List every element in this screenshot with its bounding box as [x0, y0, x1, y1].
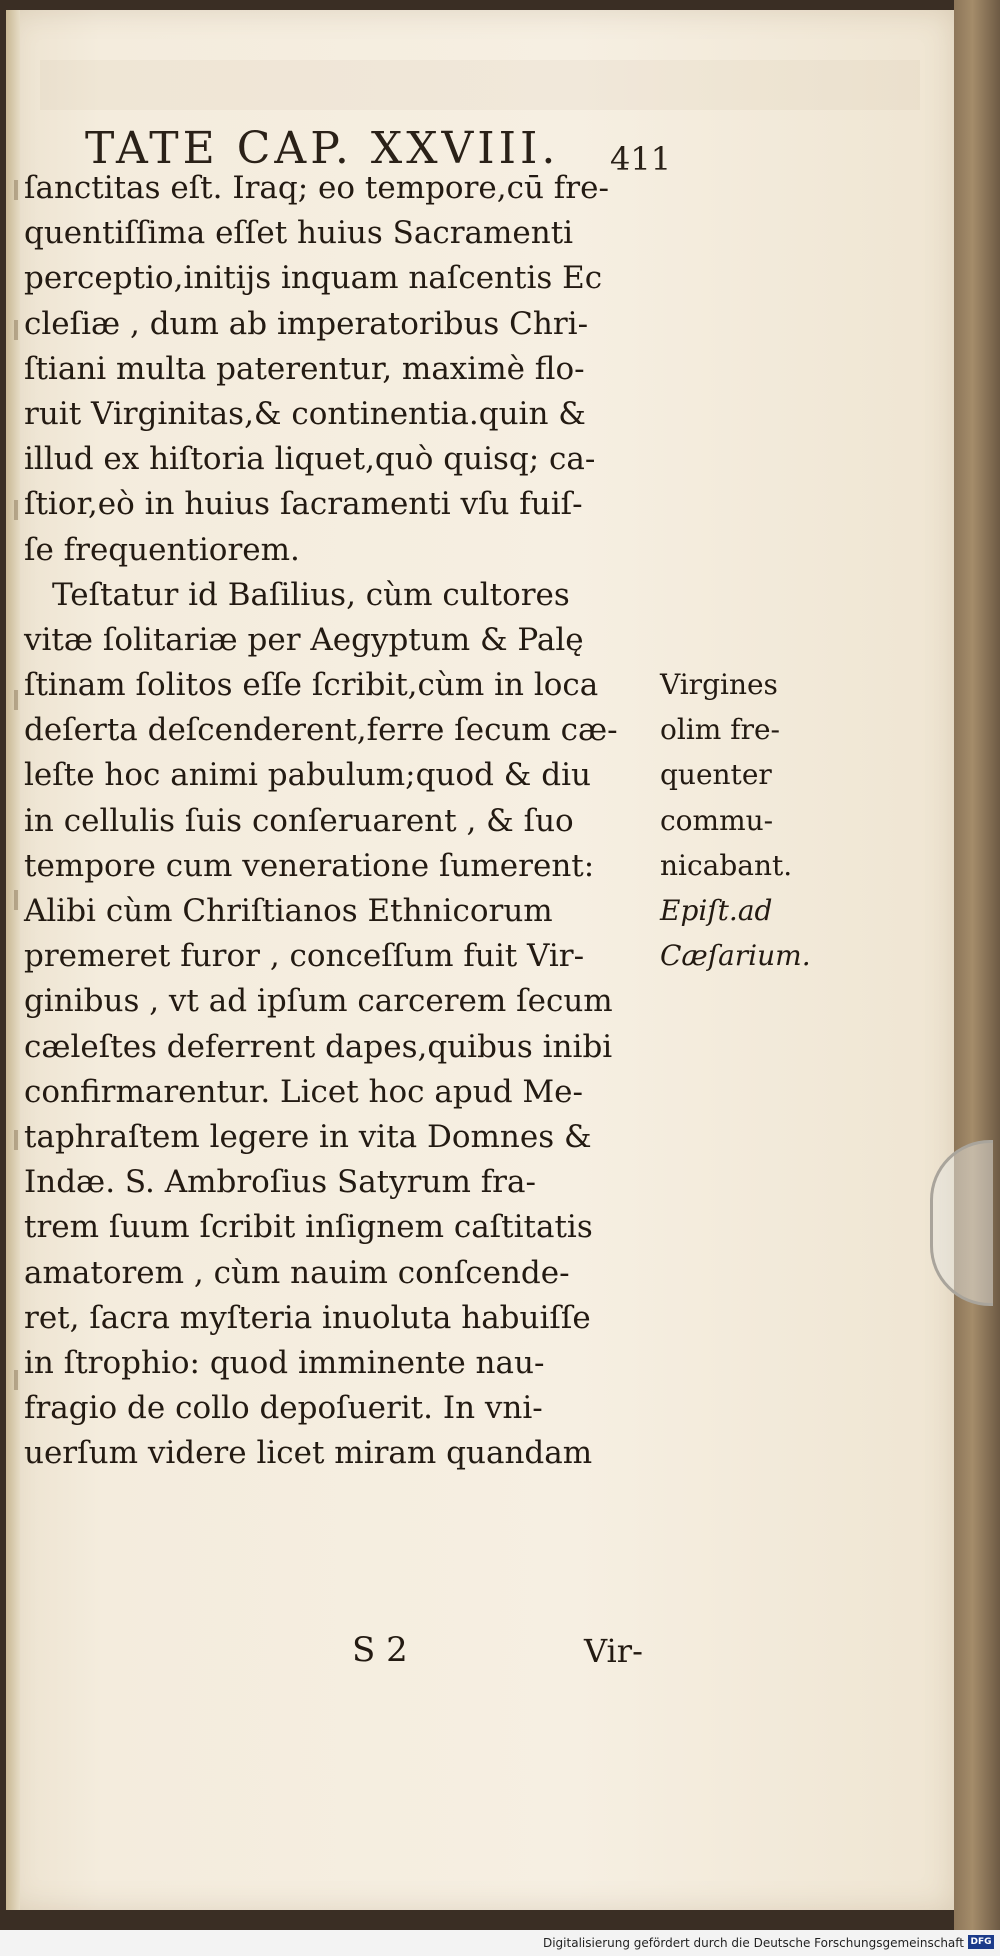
- gutter-mark: [14, 500, 18, 520]
- text-line: in ſtrophio: quod imminente nau-: [24, 1344, 545, 1381]
- text-line: vitæ ſolitariæ per Aegyptum & Palę: [24, 621, 584, 658]
- text-line: quentiſſima eſſet huius Sacramenti: [24, 215, 574, 252]
- margin-note-citation: Cæſarium.: [660, 939, 811, 973]
- text-line: uerſum videre licet miram quandam: [24, 1435, 593, 1472]
- text-line: trem ſuum ſcribit inſignem caſtitatis: [24, 1209, 593, 1246]
- margin-note: quenter: [660, 758, 772, 792]
- text-line: premeret furor , conceſſum fuit Vir-: [24, 938, 585, 975]
- text-line: ſtior,eò in huius ſacramenti vſu fuiſ-: [24, 486, 583, 523]
- text-line: fragio de collo depoſuerit. In vni-: [24, 1390, 543, 1427]
- margin-notes: [660, 662, 810, 978]
- text-line: ſanctitas eſt. Iraq; eo tempore,cū fre-: [24, 170, 609, 206]
- text-line: deſerta deſcenderent,ferre ſecum cæ-: [24, 712, 618, 749]
- gutter-mark: [14, 890, 18, 910]
- text-line: perceptio,initijs inquam naſcentis Ec: [24, 260, 603, 297]
- running-head: TATE CAP. XXVIII.: [85, 123, 560, 174]
- text-line: ſtiani multa paterentur, maximè flo-: [24, 350, 585, 387]
- text-line: taphraſtem legere in vita Domnes &: [24, 1118, 592, 1155]
- gutter-mark: [14, 1370, 18, 1390]
- book-cover-edge: [954, 0, 1000, 1956]
- body-text: [24, 166, 664, 1476]
- text-line: ſe frequentiorem.: [24, 531, 300, 568]
- text-line: ret, ſacra myſteria inuoluta habuiſſe: [24, 1299, 591, 1336]
- text-line: leſte hoc animi pabulum;quod & diu: [24, 757, 591, 794]
- page-foot: [24, 1630, 664, 1680]
- text-line: amatorem , cùm nauim conſcende-: [24, 1254, 570, 1291]
- text-line: ſtinam ſolitos eſſe ſcribit,cùm in loca: [24, 667, 599, 704]
- text-line: in cellulis ſuis conſeruarent , & ſuo: [24, 802, 574, 839]
- margin-note: Virgines: [660, 668, 778, 701]
- dfg-logo: DFG: [968, 1935, 994, 1949]
- page-number: 411: [610, 140, 672, 178]
- gutter-mark: [14, 1130, 18, 1150]
- text-line: cleſiæ , dum ab imperatoribus Chri-: [24, 305, 589, 342]
- page-stain: [40, 60, 920, 110]
- digitization-credit: Digitalisierung gefördert durch die Deutsche Forschungsgemeinschaft: [542, 1936, 964, 1950]
- text-line: Indæ. S. Ambroſius Satyrum fra-: [24, 1164, 536, 1201]
- margin-note: nicabant.: [660, 848, 793, 882]
- gutter-mark: [14, 320, 18, 340]
- text-line: Alibi cùm Chriſtianos Ethnicorum: [24, 893, 553, 929]
- margin-note-citation: Epiſt.ad: [660, 893, 773, 927]
- text-line: cæleſtes deferrent dapes,quibus inibi: [24, 1028, 613, 1065]
- text-line: confirmarentur. Licet hoc apud Me-: [24, 1073, 583, 1110]
- text-line: tempore cum veneratione ſumerent:: [24, 847, 595, 884]
- margin-note: olim fre-: [660, 713, 780, 747]
- gutter-mark: [14, 690, 18, 710]
- margin-note: commu-: [660, 803, 774, 837]
- catchword: Vir-: [584, 1632, 643, 1670]
- gutter-mark: [14, 180, 18, 200]
- text-line: ruit Virginitas,& continentia.quin &: [24, 395, 586, 432]
- signature-mark: S 2: [352, 1630, 408, 1670]
- text-line-paragraph-start: Teſtatur id Baſilius, cùm cultores: [52, 576, 570, 613]
- text-line: ginibus , vt ad ipſum carcerem ſecum: [24, 983, 613, 1020]
- text-line: illud ex hiſtoria liquet,quò quisq; ca-: [24, 441, 596, 478]
